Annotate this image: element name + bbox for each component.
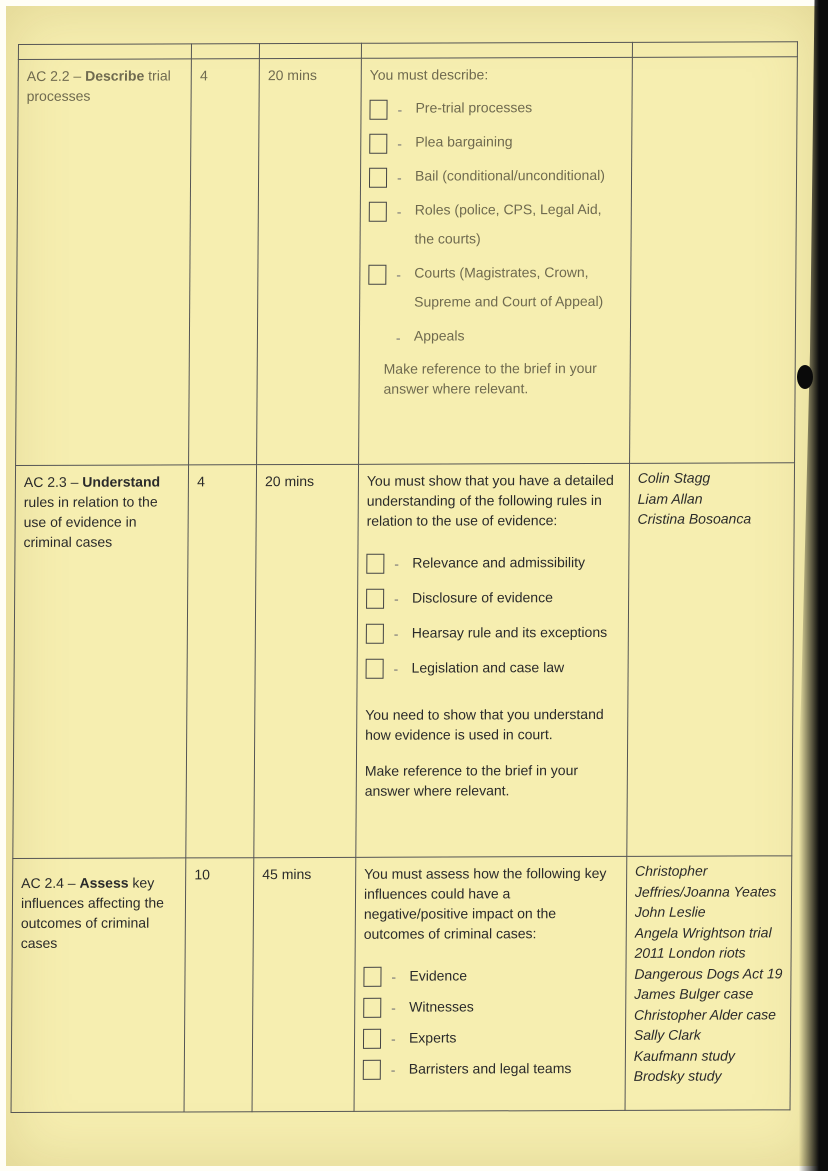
checkbox[interactable] [363, 967, 381, 987]
header-cell-criterion [18, 44, 191, 60]
guidance-cell [354, 856, 627, 1111]
guidance-intro: You must describe: [369, 66, 489, 83]
criterion-text: rules in relation to the use of evidence in criminal cases [23, 493, 158, 550]
dash-marker: - [397, 135, 402, 152]
list-item-label: Evidence [409, 967, 468, 984]
checklist [365, 552, 620, 683]
references-cell [627, 463, 795, 857]
time-value: 20 mins [264, 472, 315, 490]
criterion-verb: Understand [82, 473, 161, 490]
list-item [363, 1058, 617, 1084]
case-reference: Brodsky study [633, 1067, 722, 1084]
criterion-text: key influences affecting the outcomes of criminal cases [20, 874, 165, 952]
case-reference: 2011 London riots [634, 944, 746, 961]
dash-marker: - [397, 101, 403, 118]
list-item [368, 200, 622, 254]
list-item [363, 965, 617, 991]
time-value: 20 mins [267, 66, 317, 84]
dash-marker: - [391, 999, 396, 1016]
case-reference-list [634, 860, 784, 1086]
list-item-label: Barristers and legal teams [408, 1060, 572, 1077]
checkbox[interactable] [363, 1060, 381, 1080]
criterion-cell [11, 858, 186, 1113]
references-cell [625, 856, 792, 1111]
dash-marker: - [393, 625, 399, 642]
list-item-label: Courts (Magistrates, Crown, Supreme and Court of Appeal) [414, 264, 604, 310]
case-reference: James Bulger case [634, 985, 754, 1002]
case-reference: Christopher Alder case [634, 1005, 777, 1023]
dash-marker: - [395, 329, 401, 346]
dash-marker: - [394, 555, 400, 572]
guidance-intro: You must assess how the following key influences could have a negative/positive impact on the outcomes of criminal cases: [363, 864, 607, 942]
marks-cell [186, 465, 257, 858]
marks-value: 4 [197, 473, 205, 490]
list-item-label: Witnesses [409, 998, 474, 1015]
evidence-usage-paragraph: You need to show that you understand how evidence is used in court. [365, 705, 604, 743]
time-value: 45 mins [262, 865, 312, 883]
checkbox[interactable] [366, 624, 384, 644]
case-reference: Dangerous Dogs Act 19 [634, 964, 783, 982]
list-item [366, 552, 620, 578]
case-reference: Kaufmann study [633, 1047, 736, 1064]
list-item-label: Bail (conditional/unconditional) [414, 166, 605, 184]
checklist [368, 98, 624, 351]
list-item [366, 622, 620, 648]
list-item-label: Plea bargaining [415, 133, 513, 150]
checkbox[interactable] [369, 134, 387, 154]
case-reference: John Leslie [634, 903, 706, 920]
table-row-ac-2-3 [13, 463, 795, 859]
criterion-code: AC 2.3 – [23, 473, 83, 490]
checkbox[interactable] [366, 659, 384, 679]
checkbox[interactable] [363, 998, 381, 1018]
checkbox[interactable] [368, 265, 386, 285]
marks-cell [189, 59, 260, 465]
table-row-ac-2-2 [16, 57, 798, 466]
criterion-verb: Assess [79, 874, 129, 891]
guidance-cell [356, 463, 630, 857]
criterion-cell [13, 465, 189, 859]
criterion-code: AC 2.2 – [26, 67, 86, 84]
checkbox[interactable] [363, 1029, 381, 1049]
checkbox[interactable] [366, 589, 384, 609]
list-item [363, 1027, 617, 1053]
case-reference: Angela Wrightson trial [634, 923, 772, 941]
case-reference: Liam Allan [637, 490, 703, 507]
dash-marker: - [390, 1030, 396, 1047]
list-item-label: Roles (police, CPS, Legal Aid, the courts) [414, 200, 602, 247]
list-item-label: Appeals [413, 327, 465, 344]
marks-value: 10 [194, 866, 211, 883]
list-item-label: Disclosure of evidence [412, 589, 553, 606]
checkbox[interactable] [369, 100, 387, 120]
table-row-ac-2-4 [11, 856, 792, 1113]
assessment-criteria-table [11, 41, 798, 1113]
dash-marker: - [396, 266, 402, 283]
punch-hole [797, 365, 813, 389]
marks-cell [184, 858, 254, 1112]
checkbox[interactable] [366, 554, 384, 574]
references-cell [629, 57, 797, 464]
header-cell-references [632, 42, 797, 58]
case-reference: Christopher [635, 862, 708, 879]
case-reference: Colin Stagg [637, 469, 711, 486]
list-item [369, 98, 623, 123]
list-item-label: Experts [408, 1029, 457, 1046]
dash-marker: - [391, 968, 397, 985]
guidance-intro: You must show that you have a detailed understanding of the following rules in relation to the use of evidence: [366, 471, 614, 529]
list-item [368, 263, 622, 317]
case-reference: Cristina Bosoanca [637, 510, 752, 527]
time-cell [254, 464, 359, 857]
brief-reference-note: Make reference to the brief in your answer where relevant. [364, 762, 579, 799]
list-item-label: Relevance and admissibility [412, 554, 586, 571]
time-cell [252, 857, 356, 1111]
time-cell [257, 58, 362, 464]
dash-marker: - [394, 590, 399, 607]
marks-value: 4 [199, 67, 208, 84]
checklist [363, 965, 618, 1084]
list-item [368, 326, 622, 351]
brief-reference-note: Make reference to the brief in your answer where relevant. [383, 359, 597, 397]
header-cell-guidance [361, 42, 632, 58]
criterion-text: trial processes [26, 67, 171, 104]
case-reference: Sally Clark [633, 1026, 701, 1043]
list-item-label: Legislation and case law [411, 659, 565, 676]
dash-marker: - [390, 1061, 396, 1078]
dash-marker: - [396, 169, 402, 186]
criterion-code: AC 2.4 – [21, 874, 80, 892]
header-cell-time [259, 43, 361, 58]
guidance-cell [359, 57, 633, 464]
dash-marker: - [393, 660, 399, 677]
criterion-cell [16, 59, 192, 466]
criterion-verb: Describe [85, 67, 145, 84]
dash-marker: - [396, 203, 402, 220]
list-item-label: Pre-trial processes [415, 99, 533, 116]
list-item [369, 166, 623, 191]
list-item [363, 996, 617, 1022]
list-item [365, 657, 619, 683]
list-item-label: Hearsay rule and its exceptions [411, 623, 608, 641]
list-item [369, 132, 623, 157]
checkbox[interactable] [369, 202, 387, 222]
header-cell-marks [192, 44, 260, 59]
checkbox[interactable] [369, 168, 387, 188]
case-reference-list [637, 467, 786, 529]
list-item [366, 587, 620, 613]
case-reference: Jeffries/Joanna Yeates [634, 882, 777, 900]
